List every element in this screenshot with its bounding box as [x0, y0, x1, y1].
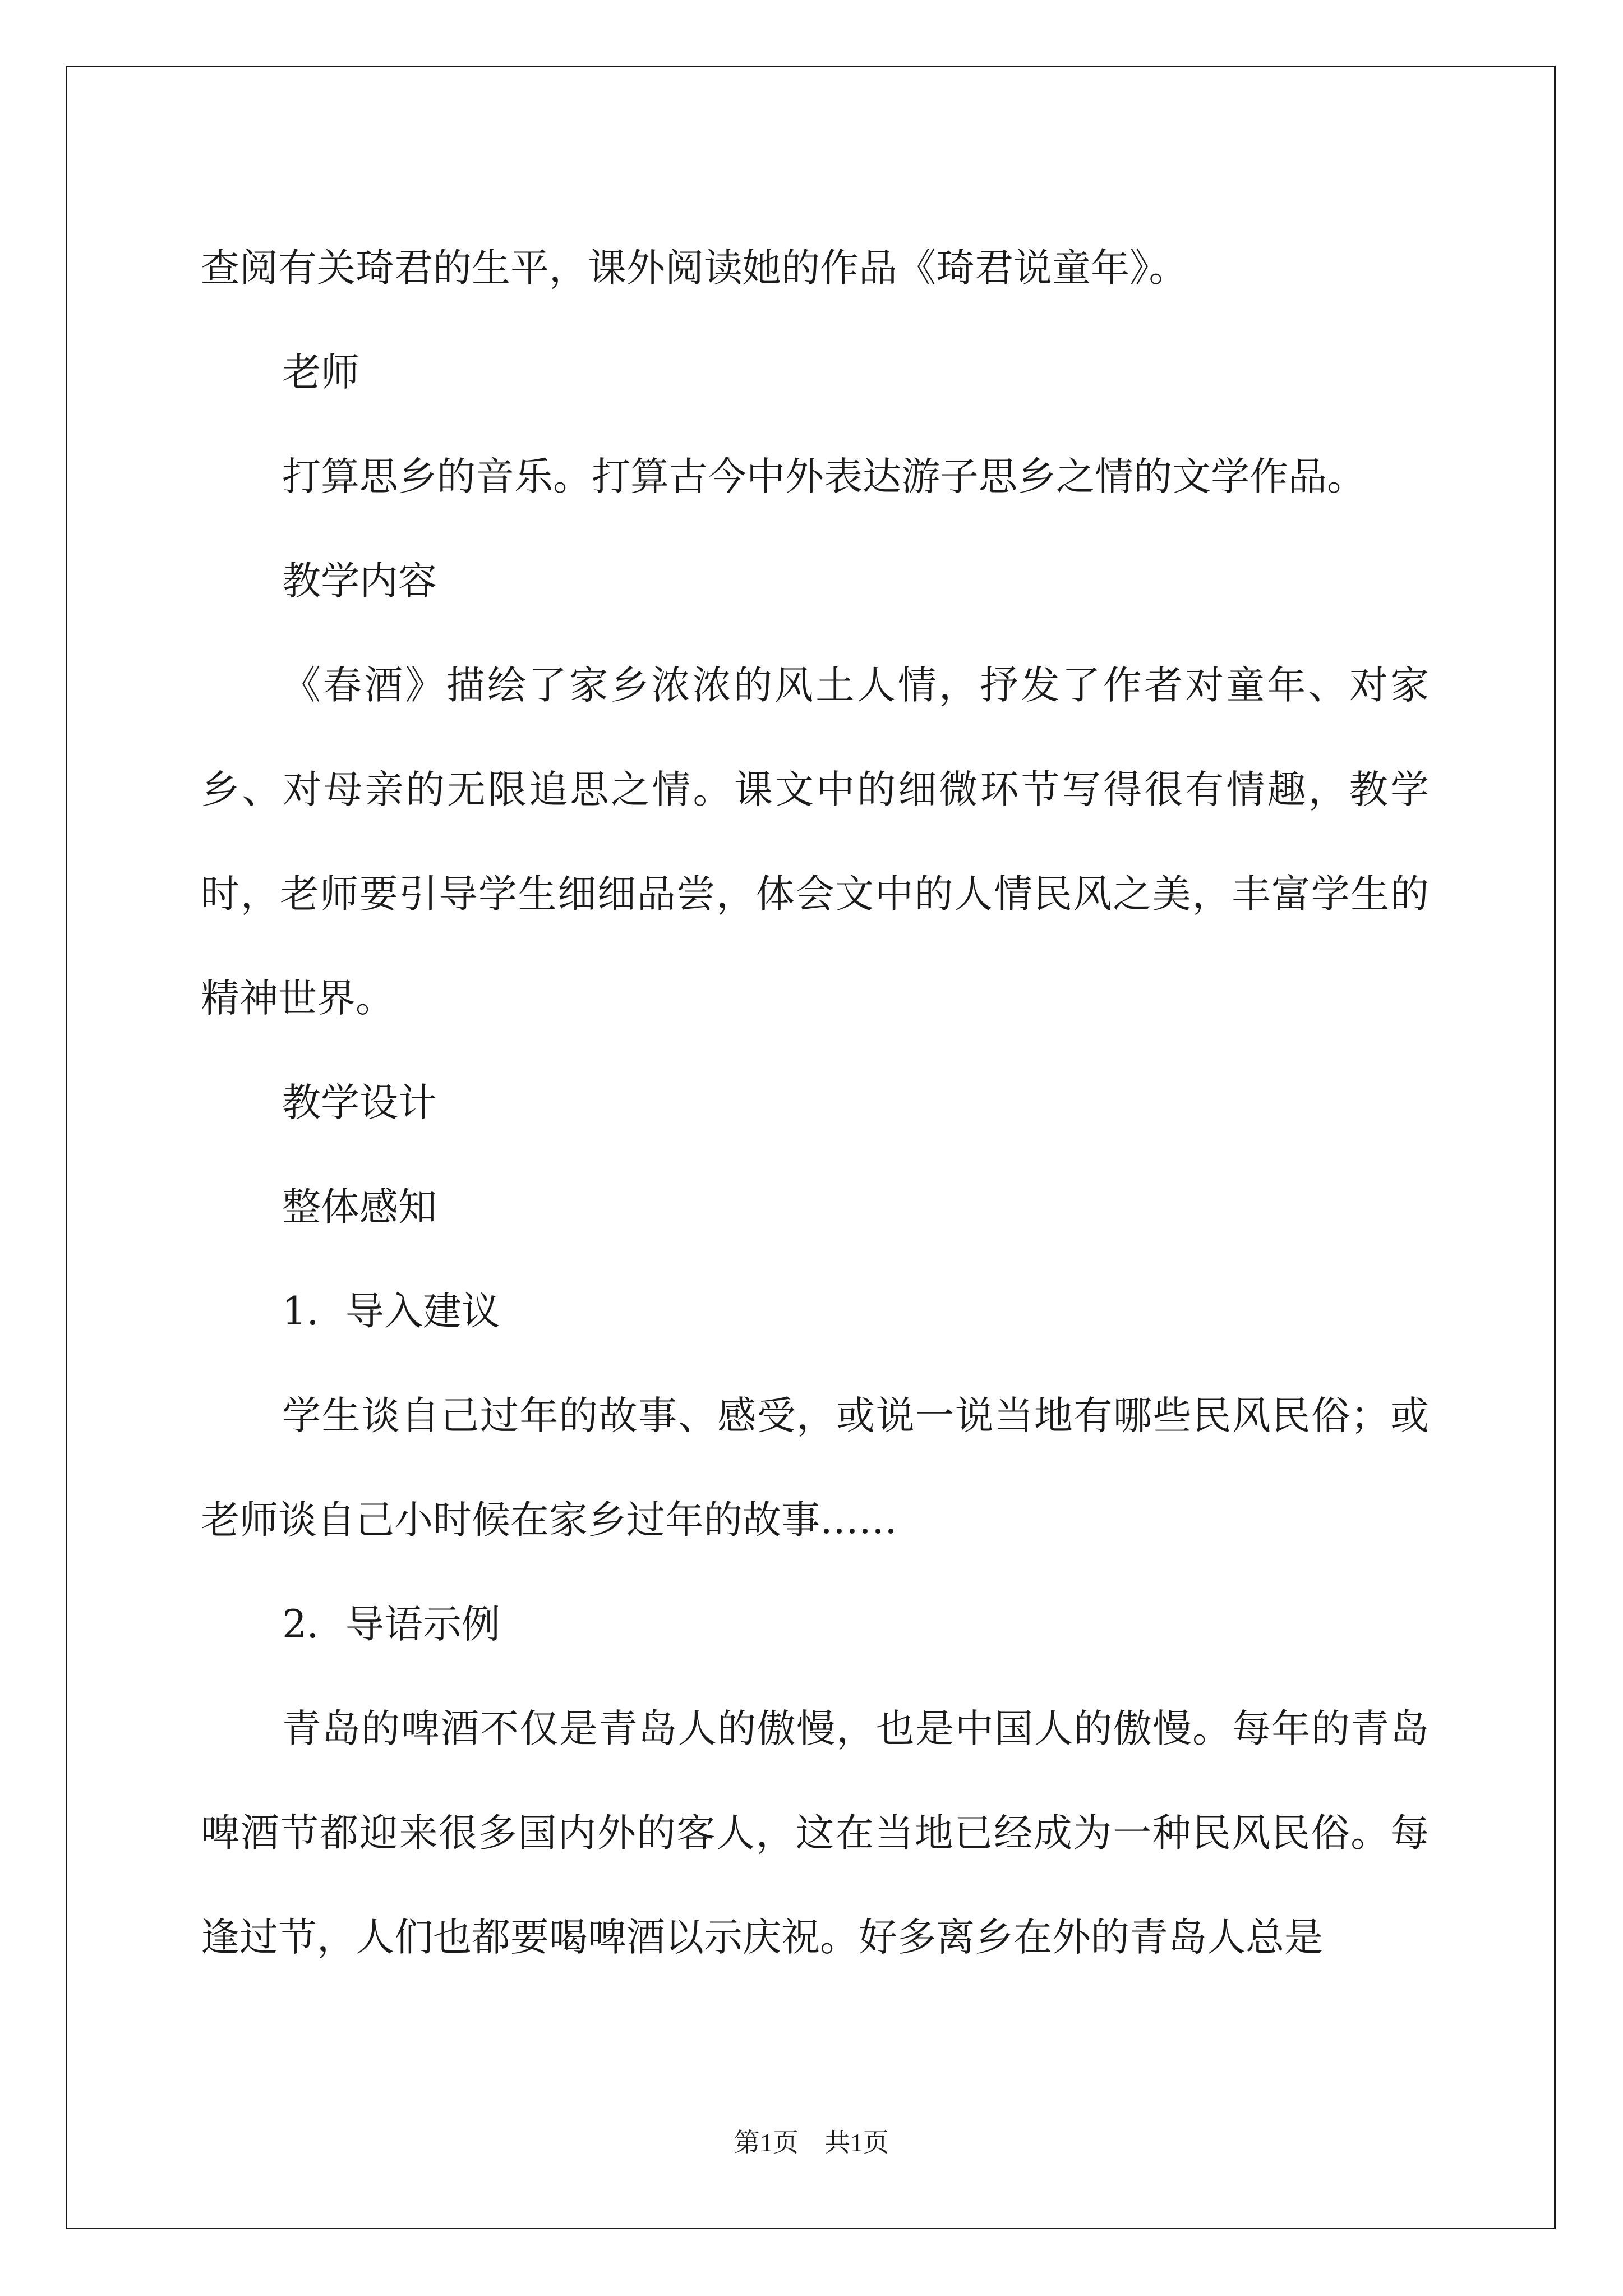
paragraph-teacher: 老师 — [282, 350, 359, 395]
heading-teaching-content: 教学内容 — [282, 559, 437, 604]
heading-intro-suggestion: 1．导入建议 — [282, 1289, 500, 1334]
page-footer — [0, 2126, 1623, 2160]
heading-intro-example: 2．导语示例 — [282, 1602, 500, 1647]
page-number-current: 第1页 — [734, 2128, 799, 2157]
document-body — [201, 216, 1429, 1990]
paragraph-content-summary: 《春酒》描绘了家乡浓浓的风土人情，抒发了作者对童年、对家乡、对母亲的无限追思之情。课文中的细微环节写得很有情趣，教学时，老师要引导学生细细品尝，体会文中的人情民风之美，丰富学生的精神世界。 — [201, 663, 1429, 1021]
heading-teaching-design: 教学设计 — [282, 1080, 437, 1125]
paragraph-prepare: 打算思乡的音乐。打算古今中外表达游子思乡之情的文学作品。 — [282, 454, 1366, 499]
paragraph-intro-example: 青岛的啤酒不仅是青岛人的傲慢，也是中国人的傲慢。每年的青岛啤酒节都迎来很多国内外的客人，这在当地已经成为一种民风民俗。每逢过节，人们也都要喝啤酒以示庆祝。好多离乡在外的青岛人总是 — [201, 1706, 1429, 1960]
page-number-total: 共1页 — [824, 2128, 889, 2157]
heading-overall-perception: 整体感知 — [282, 1185, 437, 1230]
paragraph-intro: 查阅有关琦君的生平，课外阅读她的作品《琦君说童年》。 — [201, 246, 1188, 291]
paragraph-intro-suggestion: 学生谈自己过年的故事、感受，或说一说当地有哪些民风民俗；或老师谈自己小时候在家乡过年的故事…… — [201, 1393, 1429, 1543]
